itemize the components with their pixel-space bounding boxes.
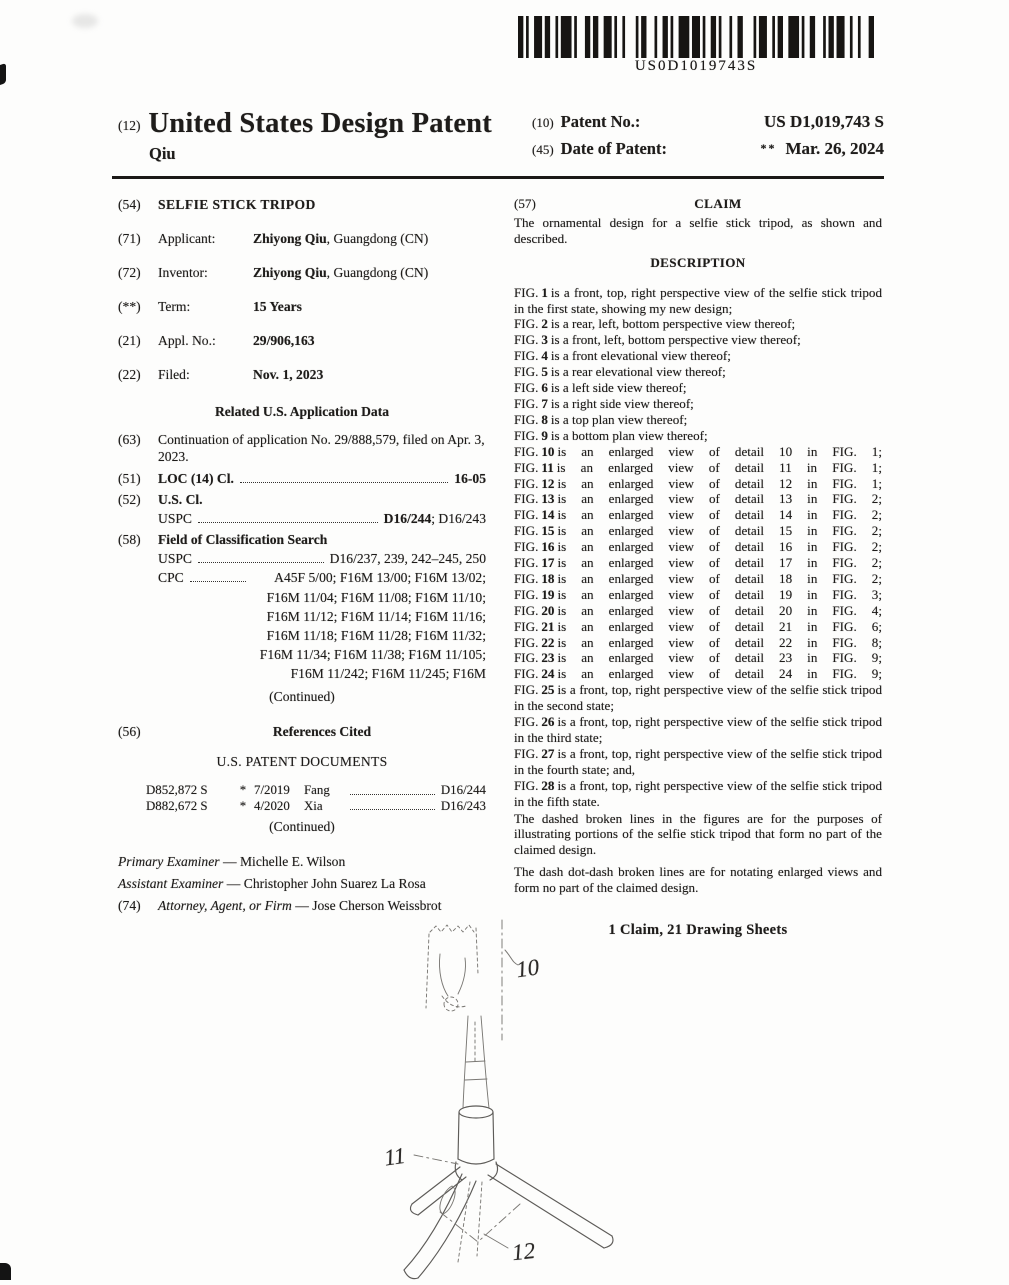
- applicant-row: (71) Applicant: Zhiyong Qiu, Guangdong (CN): [118, 231, 429, 246]
- figure-description-line: FIG. 2 is a rear, left, bottom perspective view thereof;: [514, 316, 796, 332]
- primary-examiner-line: Primary Examiner — Michelle E. Wilson: [118, 854, 346, 869]
- left-column: [118, 196, 486, 939]
- references-continued-note: (Continued): [269, 819, 335, 834]
- scan-artifact: [72, 14, 98, 28]
- figure-description-line: FIG. 9 is a bottom plan view thereof;: [514, 427, 708, 443]
- cpc-continuation-lines: [118, 588, 486, 683]
- description-header: DESCRIPTION: [650, 254, 746, 270]
- date-code: (45): [532, 142, 554, 157]
- figure-description-line: FIG. 18 is an enlarged view of detail 18 in FIG. 2;: [514, 570, 882, 586]
- applicant-value: Zhiyong Qiu, Guangdong (CN): [253, 231, 429, 246]
- invention-title: SELFIE STICK TRIPOD: [158, 197, 316, 212]
- figure-description-line: FIG. 12 is an enlarged view of detail 12 in FIG. 1;: [514, 475, 882, 491]
- date-label: Date of Patent:: [560, 139, 667, 158]
- claim-header: CLAIM: [694, 196, 742, 211]
- continuation-row: (63) Continuation of application No. 29/888,579, filed on Apr. 3, 2023.: [118, 432, 485, 464]
- reference-row: D882,672 S * 4/2020 Xia D16/243: [146, 798, 486, 813]
- related-data-header: Related U.S. Application Data: [214, 404, 390, 419]
- patent-date: Mar. 26, 2024: [785, 139, 884, 158]
- inventor-value: Zhiyong Qiu, Guangdong (CN): [253, 265, 429, 280]
- assistant-examiner-name: Christopher John Suarez La Rosa: [243, 876, 426, 891]
- dotted-leader: [190, 581, 246, 582]
- scan-artifact: [0, 1263, 11, 1280]
- dash-dot-lines-paragraph: The dash dot-dash broken lines are for notating enlarged views and form no part of the claimed design.: [514, 864, 882, 896]
- claim-text: The ornamental design for a selfie stick tripod, as shown and described.: [514, 214, 882, 246]
- patent-no-code: (10): [532, 115, 554, 130]
- figure-description-line: FIG. 8 is a top plan view thereof;: [514, 411, 688, 427]
- figure-description-line: FIG. 24 is an enlarged view of detail 24 in FIG. 9;: [514, 666, 882, 682]
- loc-class-value: 16-05: [454, 471, 486, 486]
- figure-description-line: FIG. 5 is a rear elevational view thereof;: [514, 364, 726, 380]
- attorney-name: Jose Cherson Weissbrot: [312, 898, 442, 913]
- header-divider: [112, 176, 884, 179]
- patent-number: US D1,019,743 S: [764, 112, 884, 131]
- figure-description-line: FIG. 17 is an enlarged view of detail 17 in FIG. 2;: [514, 555, 882, 571]
- dashed-lines-paragraph: The dashed broken lines in the figures are for the purposes of illustrating portions of the selfie stick tripod that form no part of the claimed design.: [514, 810, 882, 858]
- ref-label-11: 11: [382, 1142, 408, 1171]
- cpc-line: F16M 11/242; F16M 11/245; F16M: [290, 666, 486, 681]
- inventor-row: (72) Inventor: Zhiyong Qiu, Guangdong (CN): [118, 265, 429, 280]
- right-column: [514, 196, 882, 939]
- references-list: [118, 783, 486, 814]
- figure-description-line: FIG. 10 is an enlarged view of detail 10 in FIG. 1;: [514, 443, 882, 459]
- scan-artifact: [0, 63, 6, 85]
- cpc-line: F16M 11/18; F16M 11/28; F16M 11/32;: [266, 628, 486, 643]
- continuation-text: Continuation of application No. 29/888,579, filed on Apr. 3, 2023.: [158, 432, 485, 464]
- bibliographic-columns: [118, 196, 884, 939]
- dotted-leader: [240, 482, 448, 483]
- kind-code: (12): [118, 118, 141, 133]
- barcode-text: US0D1019743S: [634, 58, 758, 74]
- figure-description-line: FIG. 11 is an enlarged view of detail 11 in FIG. 1;: [514, 459, 882, 475]
- figure-description-line: FIG. 6 is a left side view thereof;: [514, 380, 687, 396]
- uspc-row: USPC D16/244; D16/243: [158, 511, 486, 526]
- figure-description-line: FIG. 14 is an enlarged view of detail 14 in FIG. 2;: [514, 507, 882, 523]
- figure-description-line: FIG. 25 is a front, top, right perspective view of the selfie stick tripod in the second state;: [514, 682, 882, 714]
- term-extension-stars: **: [760, 141, 777, 155]
- figure-description-line: FIG. 22 is an enlarged view of detail 22 in FIG. 8;: [514, 634, 882, 650]
- attorney-line: (74) Attorney, Agent, or Firm — Jose Cherson Weissbrot: [118, 898, 442, 913]
- figure-description-line: FIG. 4 is a front elevational view thereof;: [514, 348, 731, 364]
- figure-description-line: FIG. 21 is an enlarged view of detail 21 in FIG. 6;: [514, 618, 882, 634]
- figure-description-line: FIG. 13 is an enlarged view of detail 13 in FIG. 2;: [514, 491, 882, 507]
- barcode-bars-icon: [516, 16, 876, 59]
- loc-class-row: (51) LOC (14) Cl. 16-05: [118, 471, 486, 486]
- figure-description-line: FIG. 1 is a front, top, right perspective view of the selfie stick tripod in the first state, showing my new design;: [514, 284, 882, 316]
- cpc-line: F16M 11/04; F16M 11/08; F16M 11/10;: [266, 590, 486, 605]
- page-title: United States Design Patent: [148, 108, 492, 139]
- dotted-leader: [350, 794, 435, 795]
- cpc-line: F16M 11/34; F16M 11/38; F16M 11/105;: [259, 647, 486, 662]
- figure-description-line: FIG. 15 is an enlarged view of detail 15 in FIG. 2;: [514, 523, 882, 539]
- application-number: 29/906,163: [253, 333, 315, 348]
- application-number-row: (21) Appl. No.: 29/906,163: [118, 333, 315, 348]
- figure-description-line: FIG. 28 is a front, top, right perspective view of the selfie stick tripod in the fifth state.: [514, 777, 882, 809]
- cpc-line: F16M 11/12; F16M 11/14; F16M 11/16;: [266, 609, 486, 624]
- dotted-leader: [198, 562, 324, 563]
- us-class-row: (52) U.S. Cl.: [118, 492, 203, 507]
- tripod-figure: [330, 912, 710, 1280]
- dotted-leader: [350, 809, 435, 810]
- patent-header: [118, 108, 884, 166]
- figure-description-line: FIG. 16 is an enlarged view of detail 16 in FIG. 2;: [514, 539, 882, 555]
- inventor-surname: Qiu: [149, 144, 176, 163]
- us-patent-documents-header: U.S. PATENT DOCUMENTS: [216, 754, 388, 769]
- patent-no-label: Patent No.:: [560, 112, 641, 131]
- dotted-leader: [198, 522, 378, 523]
- assistant-examiner-line: Assistant Examiner — Christopher John Suarez La Rosa: [118, 876, 426, 891]
- claim-header-row: (57) CLAIM: [514, 196, 882, 212]
- references-header-row: (56) References Cited: [118, 723, 486, 740]
- selfie-stick-tripod-drawing: [330, 912, 710, 1280]
- claims-sheets-line: 1 Claim, 21 Drawing Sheets: [608, 922, 788, 939]
- barcode: [513, 16, 879, 75]
- filed-date: Nov. 1, 2023: [253, 367, 324, 382]
- figure-description-line: FIG. 27 is a front, top, right perspective view of the selfie stick tripod in the fourth state; and,: [514, 745, 882, 777]
- cpc-continued-note: (Continued): [269, 689, 335, 704]
- term-value: 15 Years: [253, 299, 302, 314]
- figure-description-line: FIG. 7 is a right side view thereof;: [514, 395, 694, 411]
- reference-row: D852,872 S * 7/2019 Fang D16/244: [146, 783, 486, 797]
- ref-label-12: 12: [510, 1237, 537, 1266]
- field-of-search-row: (58) Field of Classification Search: [118, 532, 328, 547]
- invention-title-row: (54) SELFIE STICK TRIPOD: [118, 197, 316, 212]
- cpc-row: CPC A45F 5/00; F16M 13/00; F16M 13/02;: [158, 570, 486, 585]
- figure-description-line: FIG. 20 is an enlarged view of detail 20 in FIG. 4;: [514, 602, 882, 618]
- references-header: References Cited: [272, 724, 372, 739]
- examiner-block: [118, 853, 486, 914]
- term-row: (**) Term: 15 Years: [118, 299, 302, 314]
- cpc-first-line: A45F 5/00; F16M 13/00; F16M 13/02;: [274, 570, 486, 585]
- uspc-value: D16/244; D16/243: [383, 511, 486, 526]
- ref-label-10: 10: [514, 954, 541, 983]
- filed-row: (22) Filed: Nov. 1, 2023: [118, 367, 324, 382]
- figure-descriptions: [514, 285, 882, 810]
- figure-description-line: FIG. 19 is an enlarged view of detail 19 in FIG. 3;: [514, 586, 882, 602]
- field-uspc-value: D16/237, 239, 242–245, 250: [329, 551, 486, 566]
- figure-description-line: FIG. 23 is an enlarged view of detail 23 in FIG. 9;: [514, 650, 882, 666]
- figure-description-line: FIG. 3 is a front, left, bottom perspective view thereof;: [514, 332, 801, 348]
- field-uspc-row: USPC D16/237, 239, 242–245, 250: [158, 551, 486, 566]
- figure-description-line: FIG. 26 is a front, top, right perspective view of the selfie stick tripod in the third state;: [514, 714, 882, 745]
- primary-examiner-name: Michelle E. Wilson: [239, 854, 346, 869]
